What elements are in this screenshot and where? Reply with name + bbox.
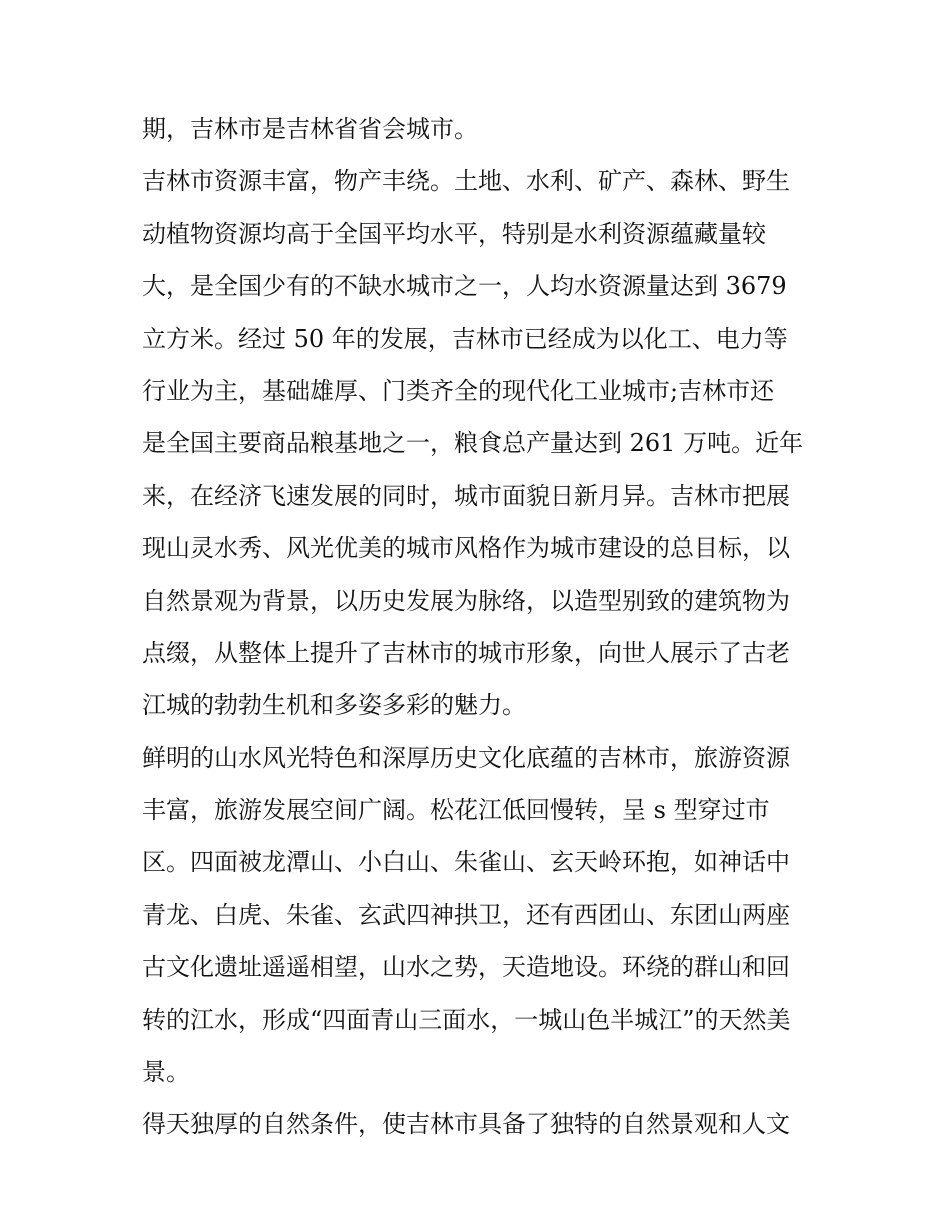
text-line: 景。	[142, 1058, 190, 1087]
text-line: 鲜明的山水风光特色和深厚历史文化底蕴的吉林市，旅游资源	[142, 743, 790, 772]
text-line: 来，在经济飞速发展的同时，城市面貌日新月异。吉林市把展	[142, 481, 790, 510]
text-line: 行业为主，基础雄厚、门类齐全的现代化工业城市;吉林市还	[142, 376, 775, 405]
text-line: 期，吉林市是吉林省省会城市。	[142, 115, 478, 143]
body-text	[142, 110, 832, 1158]
text-line: 吉林市资源丰富，物产丰绕。土地、水利、矿产、森林、野生	[142, 167, 790, 196]
text-line: 大，是全国少有的不缺水城市之一，人均水资源量达到 3679	[142, 272, 787, 301]
text-line: 立方米。经过 50 年的发展，吉林市已经成为以化工、电力等	[142, 324, 788, 353]
text-line: 丰富，旅游发展空间广阔。松花江低回慢转，呈 s 型穿过市	[142, 796, 770, 825]
text-line: 古文化遗址遥遥相望，山水之势，天造地设。环绕的群山和回	[142, 953, 790, 982]
text-line: 青龙、白虎、朱雀、玄武四神拱卫，还有西团山、东团山两座	[142, 900, 790, 929]
text-line: 得天独厚的自然条件，使吉林市具备了独特的自然景观和人文	[142, 1110, 790, 1139]
text-line: 转的江水，形成“四面青山三面水，一城山色半城江”的天然美	[142, 1005, 791, 1034]
text-line: 是全国主要商品粮基地之一，粮食总产量达到 261 万吨。近年	[142, 429, 804, 458]
text-line: 自然景观为背景，以历史发展为脉络，以造型别致的建筑物为	[142, 586, 790, 615]
text-line: 点缀，从整体上提升了吉林市的城市形象，向世人展示了古老	[142, 638, 790, 667]
text-line: 动植物资源均高于全国平均水平，特别是水利资源蕴藏量较	[142, 219, 766, 248]
text-line: 江城的勃勃生机和多姿多彩的魅力。	[142, 691, 526, 720]
text-line: 现山灵水秀、风光优美的城市风格作为城市建设的总目标，以	[142, 534, 790, 563]
text-line: 区。四面被龙潭山、小白山、朱雀山、玄天岭环抱，如神话中	[142, 848, 790, 877]
